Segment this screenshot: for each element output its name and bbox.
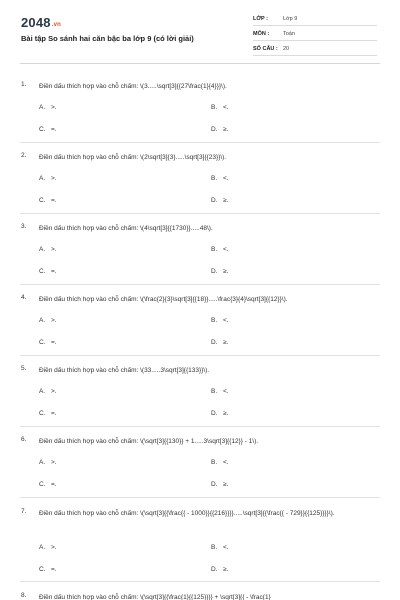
option-c[interactable]: C. =.	[39, 197, 57, 204]
question-text: Điền dấu thích hợp vào chỗ chấm: \(\sqrt[3]{{130}} + 1.....3\sqrt[3]{{12}} - 1\).	[39, 438, 259, 445]
worksheet-title: Bài tập So sánh hai căn bậc ba lớp 9 (có lời giải)	[21, 34, 194, 43]
site-logo[interactable]: 2048.vn	[21, 15, 62, 30]
option-c[interactable]: C. =.	[39, 566, 57, 573]
option-b[interactable]: B. <.	[211, 544, 229, 551]
question-divider	[20, 497, 380, 498]
question-number: 4.	[21, 294, 27, 301]
option-d[interactable]: D. ≥.	[211, 339, 229, 346]
question-number: 6.	[21, 436, 27, 443]
option-d[interactable]: D. ≥.	[211, 481, 229, 488]
question-divider	[20, 581, 380, 582]
option-a[interactable]: A. >.	[39, 175, 57, 182]
question-number: 8.	[21, 592, 27, 599]
question-number: 7.	[21, 508, 27, 515]
question-text: Điền dấu thích hợp vào chỗ chấm: \(3.....\sqrt[3]{{27\frac{1}{4}}}\).	[39, 83, 227, 90]
option-b[interactable]: B. <.	[211, 388, 229, 395]
option-c[interactable]: C. =.	[39, 268, 57, 275]
question-text: Điền dấu thích hợp vào chỗ chấm: \(\sqrt[3]{{\frac{{ - 1000}}{{216}}}}.....\sqrt[3]{{\frac{{ - 729}}{{125}}}}\).	[39, 510, 335, 517]
option-d[interactable]: D. ≥.	[211, 126, 229, 133]
option-a[interactable]: A. >.	[39, 459, 57, 466]
question-divider	[20, 142, 380, 143]
option-a[interactable]: A. >.	[39, 104, 57, 111]
info-value: Lớp 9	[283, 16, 298, 22]
question-8	[0, 592, 400, 600]
question-text: Điền dấu thích hợp vào chỗ chấm: \(2\sqrt[3]{3}.....\sqrt[3]{{23}}\).	[39, 154, 227, 161]
question-divider	[20, 355, 380, 356]
question-divider	[20, 284, 380, 285]
question-number: 2.	[21, 152, 27, 159]
option-a[interactable]: A. >.	[39, 544, 57, 551]
question-6	[0, 436, 400, 506]
question-number: 1.	[21, 81, 27, 88]
info-value: 20	[283, 46, 290, 52]
info-row-subject	[253, 29, 377, 41]
option-c[interactable]: C. =.	[39, 481, 57, 488]
info-row-class	[253, 14, 377, 26]
option-b[interactable]: B. <.	[211, 459, 229, 466]
question-text: Điền dấu thích hợp vào chỗ chấm: \(\sqrt[3]{{\frac{1}{{125}}}} + \sqrt[3]{{ - \frac{1}	[39, 594, 271, 600]
question-2	[0, 152, 400, 222]
info-key: LỚP :	[253, 16, 268, 22]
question-divider	[20, 213, 380, 214]
question-4	[0, 294, 400, 364]
option-a[interactable]: A. >.	[39, 317, 57, 324]
question-text: Điền dấu thích hợp vào chỗ chấm: \(\frac{2}{3}\sqrt[3]{{18}}.....\frac{3}{4}\sqrt[3]{{12}}\).	[39, 296, 288, 303]
info-key: SỐ CÂU :	[253, 46, 278, 52]
info-key: MÔN :	[253, 31, 270, 37]
option-d[interactable]: D. ≥.	[211, 566, 229, 573]
question-divider	[20, 426, 380, 427]
option-c[interactable]: C. =.	[39, 410, 57, 417]
question-text: Điền dấu thích hợp vào chỗ chấm: \(33.....3\sqrt[3]{{133}}\).	[39, 367, 210, 374]
question-5	[0, 365, 400, 435]
header-divider	[20, 63, 380, 64]
option-a[interactable]: A. >.	[39, 246, 57, 253]
worksheet-header	[0, 0, 400, 62]
option-d[interactable]: D. ≥.	[211, 268, 229, 275]
question-number: 5.	[21, 365, 27, 372]
question-7	[0, 508, 400, 590]
option-c[interactable]: C. =.	[39, 339, 57, 346]
option-b[interactable]: B. <.	[211, 175, 229, 182]
option-b[interactable]: B. <.	[211, 104, 229, 111]
question-text: Điền dấu thích hợp vào chỗ chấm: \(4\sqrt[3]{{1730}}.....48\).	[39, 225, 213, 232]
info-row-question-count	[253, 44, 377, 56]
option-b[interactable]: B. <.	[211, 317, 229, 324]
option-d[interactable]: D. ≥.	[211, 410, 229, 417]
question-1	[0, 81, 400, 151]
option-d[interactable]: D. ≥.	[211, 197, 229, 204]
option-a[interactable]: A. >.	[39, 388, 57, 395]
info-value: Toán	[283, 31, 295, 37]
option-c[interactable]: C. =.	[39, 126, 57, 133]
option-b[interactable]: B. <.	[211, 246, 229, 253]
question-number: 3.	[21, 223, 27, 230]
question-3	[0, 223, 400, 293]
